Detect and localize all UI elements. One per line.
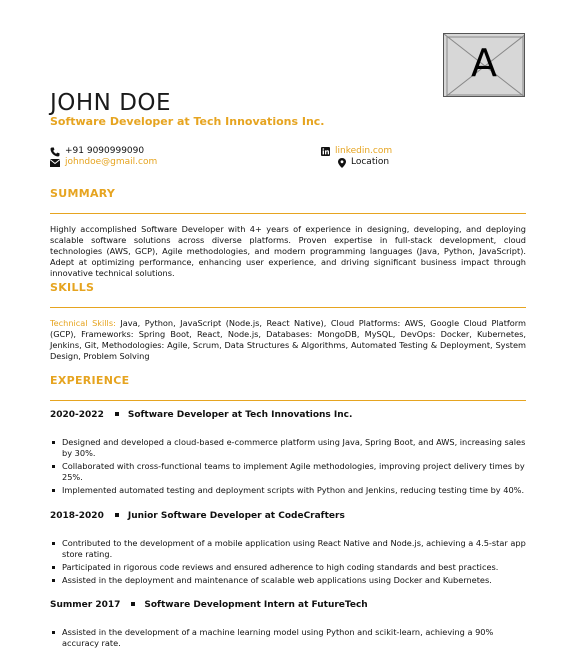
photo-placeholder-letter: A <box>471 41 497 85</box>
job-2-role: Junior Software Developer at CodeCrafters <box>127 511 345 521</box>
job-2-header <box>50 510 345 522</box>
experience-divider <box>50 400 526 401</box>
location-text: Location <box>351 157 390 167</box>
skills-list: Java, Python, JavaScript (Node.js, React Native), Cloud Platforms: AWS, Google Cloud Platform (GCP), Frameworks: Spring Boot, React, Node.js, Databases: MongoDB, MySQL, DevOps: Docker, Kubernetes, Jenkins, Git, Methodologies: Agile, Scrum, Data Structures & Algorithms, Automated Testing & Deployment, System Design, Problem Solving <box>50 318 526 361</box>
skills-label: Technical Skills: <box>50 318 116 328</box>
candidate-headline: Software Developer at Tech Innovations Inc. <box>50 115 325 128</box>
job-2-dates: 2018-2020 <box>50 511 104 521</box>
map-pin-icon <box>338 158 346 168</box>
job-2-bullets <box>50 538 526 588</box>
candidate-name: JOHN DOE <box>50 90 172 116</box>
skills-heading: SKILLS <box>50 281 95 294</box>
summary-text: Highly accomplished Software Developer with 4+ years of experience in designing, developing, and deploying scalable software solutions across diverse platforms. Proven expertise in full-stack development, cloud technologies (AWS, GCP), Agile methodologies, and modern programming languages (Java, Python, JavaScript). Adept at optimizing performance, enhancing user experience, and driving significant business impact through innovative technical solutions. <box>50 224 526 278</box>
list-item: Contributed to the development of a mobile application using React Native and Node.js, achieving a 4.5-star app store rating. <box>50 538 526 560</box>
experience-heading: EXPERIENCE <box>50 374 130 387</box>
list-item: Implemented automated testing and deployment scripts with Python and Jenkins, reducing testing time by 40%. <box>50 485 526 496</box>
list-item: Collaborated with cross-functional teams to implement Agile methodologies, improving project delivery times by 25%. <box>50 461 526 483</box>
linkedin-link[interactable]: linkedin.com <box>335 146 393 156</box>
phone-number: +91 9090999090 <box>65 146 145 156</box>
photo-placeholder <box>443 33 525 97</box>
list-item: Assisted in the deployment and maintenance of scalable web applications using Docker and Kubernetes. <box>50 575 526 586</box>
contact-email[interactable] <box>50 157 157 168</box>
contact-location <box>338 157 389 168</box>
contact-linkedin[interactable] <box>321 146 392 157</box>
job-3-bullets <box>50 627 526 651</box>
list-item: Assisted in the development of a machine learning model using Python and scikit-learn, achieving a 90% accuracy rate. <box>50 627 526 649</box>
job-3-role: Software Development Intern at FutureTech <box>144 600 368 610</box>
list-item: Designed and developed a cloud-based e-commerce platform using Java, Spring Boot, and AWS, increasing sales by 30%. <box>50 437 526 459</box>
job-1-role: Software Developer at Tech Innovations Inc. <box>127 410 353 420</box>
summary-divider <box>50 213 526 214</box>
job-1-header <box>50 409 352 421</box>
job-1-dates: 2020-2022 <box>50 410 104 420</box>
phone-icon <box>50 147 60 157</box>
skills-divider <box>50 307 526 308</box>
job-1-bullets <box>50 437 526 498</box>
summary-heading: SUMMARY <box>50 187 116 200</box>
envelope-icon <box>50 159 60 167</box>
email-link[interactable]: johndoe@gmail.com <box>65 157 158 167</box>
linkedin-icon <box>321 147 330 156</box>
job-3-dates: Summer 2017 <box>50 600 121 610</box>
skills-text <box>50 318 526 362</box>
job-3-header <box>50 599 368 611</box>
contact-phone <box>50 146 144 157</box>
list-item: Participated in rigorous code reviews and ensured adherence to high coding standards and best practices. <box>50 562 526 573</box>
